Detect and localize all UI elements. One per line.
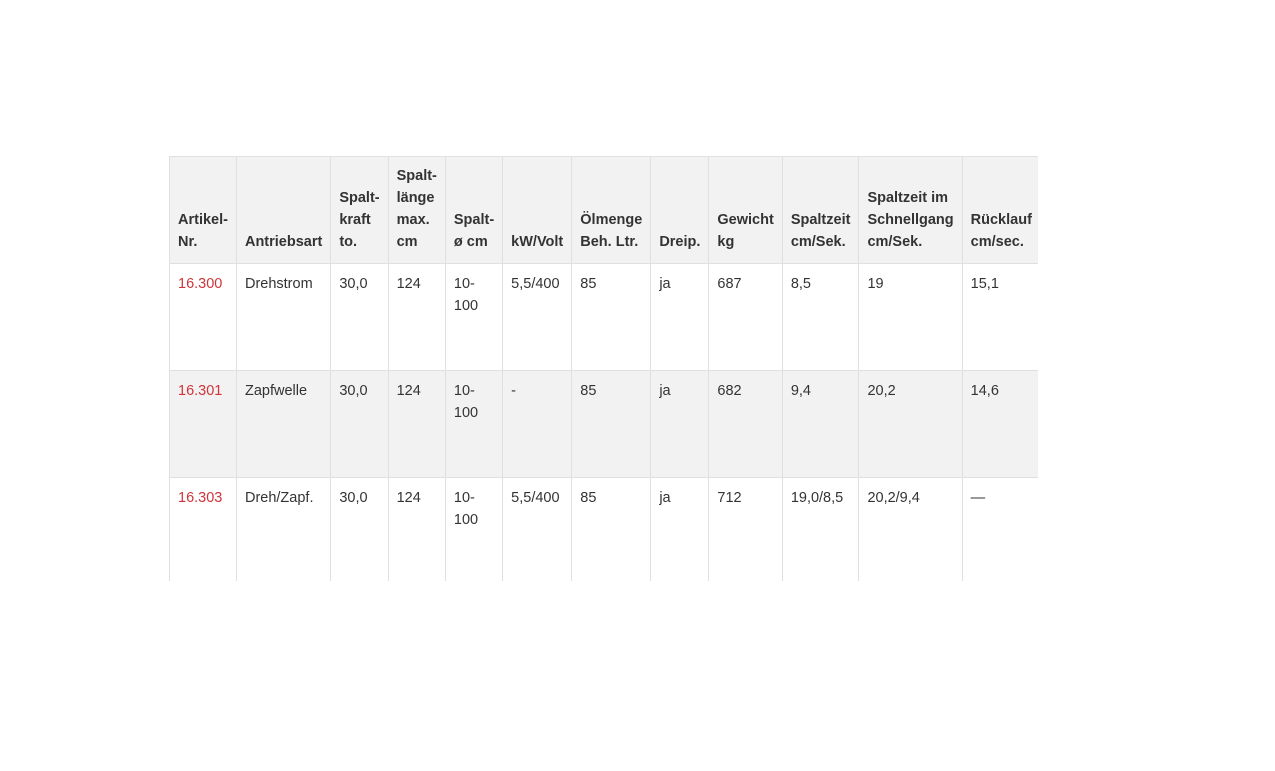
cell-drive-type: Drehstrom xyxy=(236,264,330,371)
spec-table-container xyxy=(169,156,1038,581)
table-row xyxy=(170,478,1039,582)
header-cell-article-no: Artikel- Nr. xyxy=(170,157,237,264)
cell-split-time-fast: 20,2 xyxy=(859,371,962,478)
cell-article-no xyxy=(170,478,237,582)
cell-return: 14,6 xyxy=(962,371,1038,478)
cell-three-point: ja xyxy=(651,264,709,371)
cell-kw-volt: 5,5/400 xyxy=(503,264,572,371)
cell-split-time: 9,4 xyxy=(782,371,859,478)
cell-article-no xyxy=(170,371,237,478)
cell-kw-volt: 5,5/400 xyxy=(503,478,572,582)
cell-split-diameter: 10- 100 xyxy=(445,478,502,582)
cell-kw-volt: - xyxy=(503,371,572,478)
table-row xyxy=(170,264,1039,371)
header-cell-weight: Gewicht kg xyxy=(709,157,782,264)
cell-split-length: 124 xyxy=(388,264,445,371)
header-cell-return: Rücklauf cm/sec. xyxy=(962,157,1038,264)
cell-split-time: 8,5 xyxy=(782,264,859,371)
article-link[interactable]: 16.303 xyxy=(178,490,223,506)
header-cell-kw-volt: kW/Volt xyxy=(503,157,572,264)
cell-three-point: ja xyxy=(651,371,709,478)
article-link[interactable]: 16.301 xyxy=(178,383,223,399)
header-cell-oil-amount: Ölmenge Beh. Ltr. xyxy=(572,157,651,264)
header-cell-drive-type: Antriebsart xyxy=(236,157,330,264)
cell-weight: 682 xyxy=(709,371,782,478)
header-cell-three-point: Dreip. xyxy=(651,157,709,264)
cell-drive-type: Dreh/Zapf. xyxy=(236,478,330,582)
table-header xyxy=(170,157,1039,264)
table-row xyxy=(170,371,1039,478)
cell-split-time: 19,0/8,5 xyxy=(782,478,859,582)
cell-split-length: 124 xyxy=(388,478,445,582)
cell-oil-amount: 85 xyxy=(572,371,651,478)
cell-weight: 712 xyxy=(709,478,782,582)
cell-oil-amount: 85 xyxy=(572,478,651,582)
cell-weight: 687 xyxy=(709,264,782,371)
spec-table xyxy=(169,156,1038,581)
cell-split-diameter: 10- 100 xyxy=(445,371,502,478)
cell-return: 15,1 xyxy=(962,264,1038,371)
cell-three-point: ja xyxy=(651,478,709,582)
cell-drive-type: Zapfwelle xyxy=(236,371,330,478)
header-cell-split-length: Spalt- länge max. cm xyxy=(388,157,445,264)
cell-split-force: 30,0 xyxy=(331,478,388,582)
header-cell-split-time: Spaltzeit cm/Sek. xyxy=(782,157,859,264)
cell-oil-amount: 85 xyxy=(572,264,651,371)
cell-split-time-fast: 20,2/9,4 xyxy=(859,478,962,582)
header-cell-split-force: Spalt- kraft to. xyxy=(331,157,388,264)
cell-article-no xyxy=(170,264,237,371)
cell-split-time-fast: 19 xyxy=(859,264,962,371)
table-body xyxy=(170,264,1039,582)
header-cell-split-time-fast: Spaltzeit im Schnellgang cm/Sek. xyxy=(859,157,962,264)
cell-split-diameter: 10- 100 xyxy=(445,264,502,371)
article-link[interactable]: 16.300 xyxy=(178,276,223,292)
header-row xyxy=(170,157,1039,264)
cell-split-force: 30,0 xyxy=(331,371,388,478)
cell-split-force: 30,0 xyxy=(331,264,388,371)
cell-return: — xyxy=(962,478,1038,582)
cell-split-length: 124 xyxy=(388,371,445,478)
header-cell-split-diameter: Spalt- ø cm xyxy=(445,157,502,264)
